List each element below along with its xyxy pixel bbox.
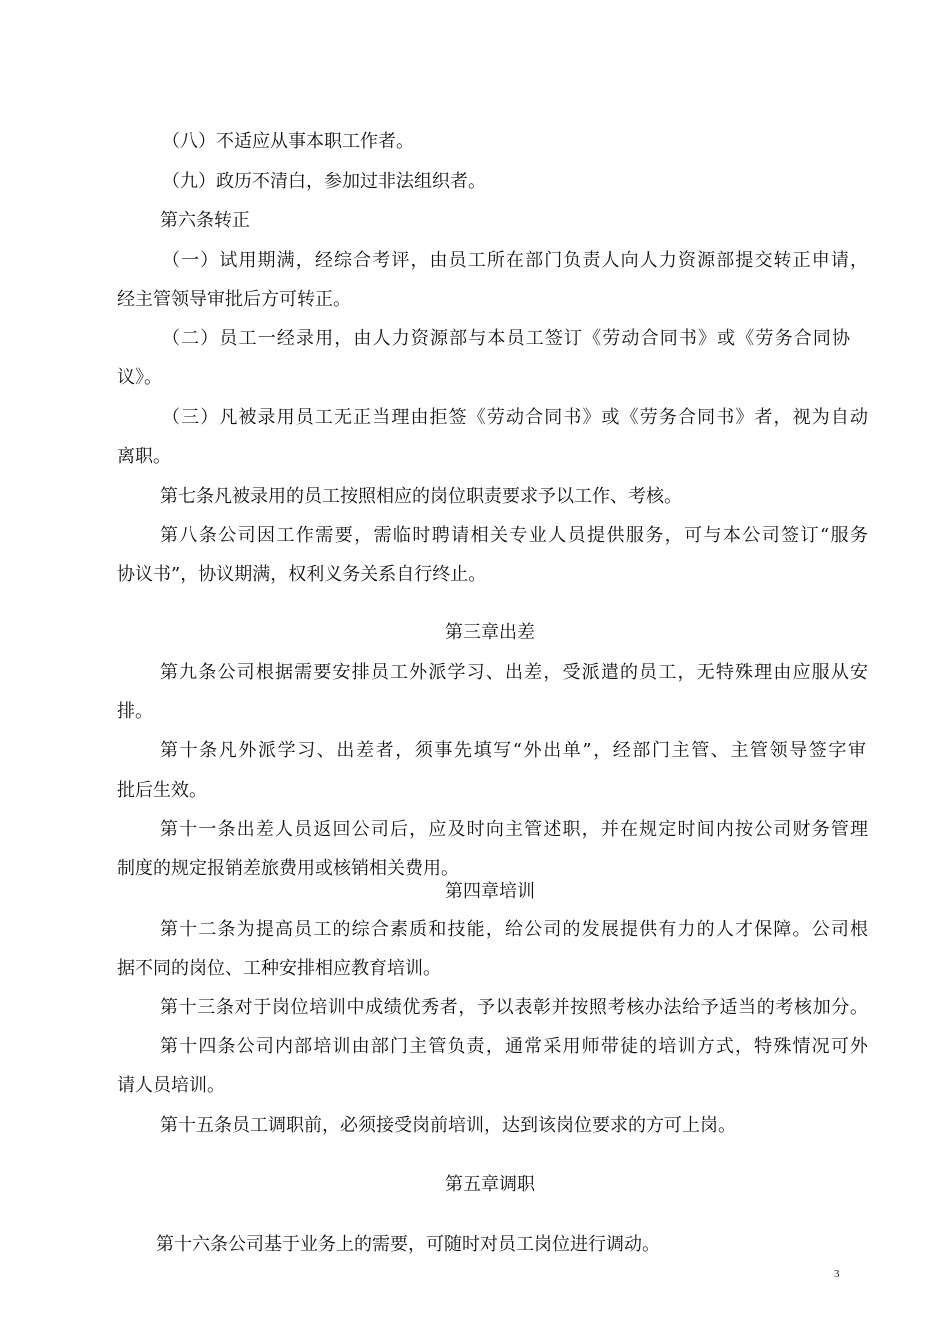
article-11-line-1: 第十一条出差人员返回公司后，应及时向主管述职，并在规定时间内按公司财务管理: [160, 819, 868, 840]
article-9-line-1: 第九条公司根据需要安排员工外派学习、出差，受派遣的员工，无特殊理由应服从安: [160, 662, 868, 683]
article-6-item-2-line-2: 议》。: [117, 367, 162, 388]
clause-9-item: （九）政历不清白，参加过非法组织者。: [162, 171, 486, 192]
article-6-item-2-line-1: （二）员工一经录用，由人力资源部与本员工签订《劳动合同书》或《劳务合同协: [162, 328, 850, 349]
article-12-line-2: 据不同的岗位、工种安排相应教育培训。: [117, 958, 441, 979]
article-6-item-3-line-1: （三）凡被录用员工无正当理由拒签《劳动合同书》或《劳务合同书》者，视为自动: [162, 407, 868, 428]
article-8-line-1: 第八条公司因工作需要，需临时聘请相关专业人员提供服务，可与本公司签订“服务: [160, 525, 868, 546]
article-14-line-1: 第十四条公司内部培训由部门主管负责，通常采用师带徒的培训方式，特殊情况可外: [160, 1036, 868, 1057]
article-6-item-1-line-1: （一）试用期满，经综合考评，由员工所在部门负责人向人力资源部提交转正申请，: [162, 250, 868, 271]
chapter-5-heading: 第五章调职: [445, 1174, 535, 1195]
chapter-4-heading: 第四章培训: [445, 881, 535, 902]
article-9-line-2: 排。: [117, 701, 153, 722]
article-10-line-2: 批后生效。: [117, 780, 207, 801]
article-6-item-3-line-2: 离职。: [117, 446, 171, 467]
article-6-heading: 第六条转正: [160, 210, 250, 231]
clause-8-item: （八）不适应从事本职工作者。: [162, 131, 414, 152]
article-14-line-2: 请人员培训。: [117, 1075, 225, 1096]
page-number: 3: [834, 1268, 840, 1280]
article-13: 第十三条对于岗位培训中成绩优秀者，予以表彰并按照考核办法给予适当的考核加分。: [160, 997, 868, 1018]
article-6-item-1-line-2: 经主管领导审批后方可转正。: [117, 289, 351, 310]
chapter-3-heading: 第三章出差: [445, 622, 535, 643]
article-12-line-1: 第十二条为提高员工的综合素质和技能，给公司的发展提供有力的人才保障。公司根: [160, 919, 868, 940]
article-8-line-2: 协议书”，协议期满，权利义务关系自行终止。: [117, 564, 487, 585]
article-7: 第七条凡被录用的员工按照相应的岗位职责要求予以工作、考核。: [160, 486, 682, 507]
article-16: 第十六条公司基于业务上的需要，可随时对员工岗位进行调动。: [156, 1234, 660, 1255]
article-15: 第十五条员工调职前，必须接受岗前培训，达到该岗位要求的方可上岗。: [160, 1115, 736, 1136]
article-10-line-1: 第十条凡外派学习、出差者，须事先填写“外出单”，经部门主管、主管领导签字审: [160, 740, 866, 761]
article-11-line-2: 制度的规定报销差旅费用或核销相关费用。: [117, 858, 459, 879]
